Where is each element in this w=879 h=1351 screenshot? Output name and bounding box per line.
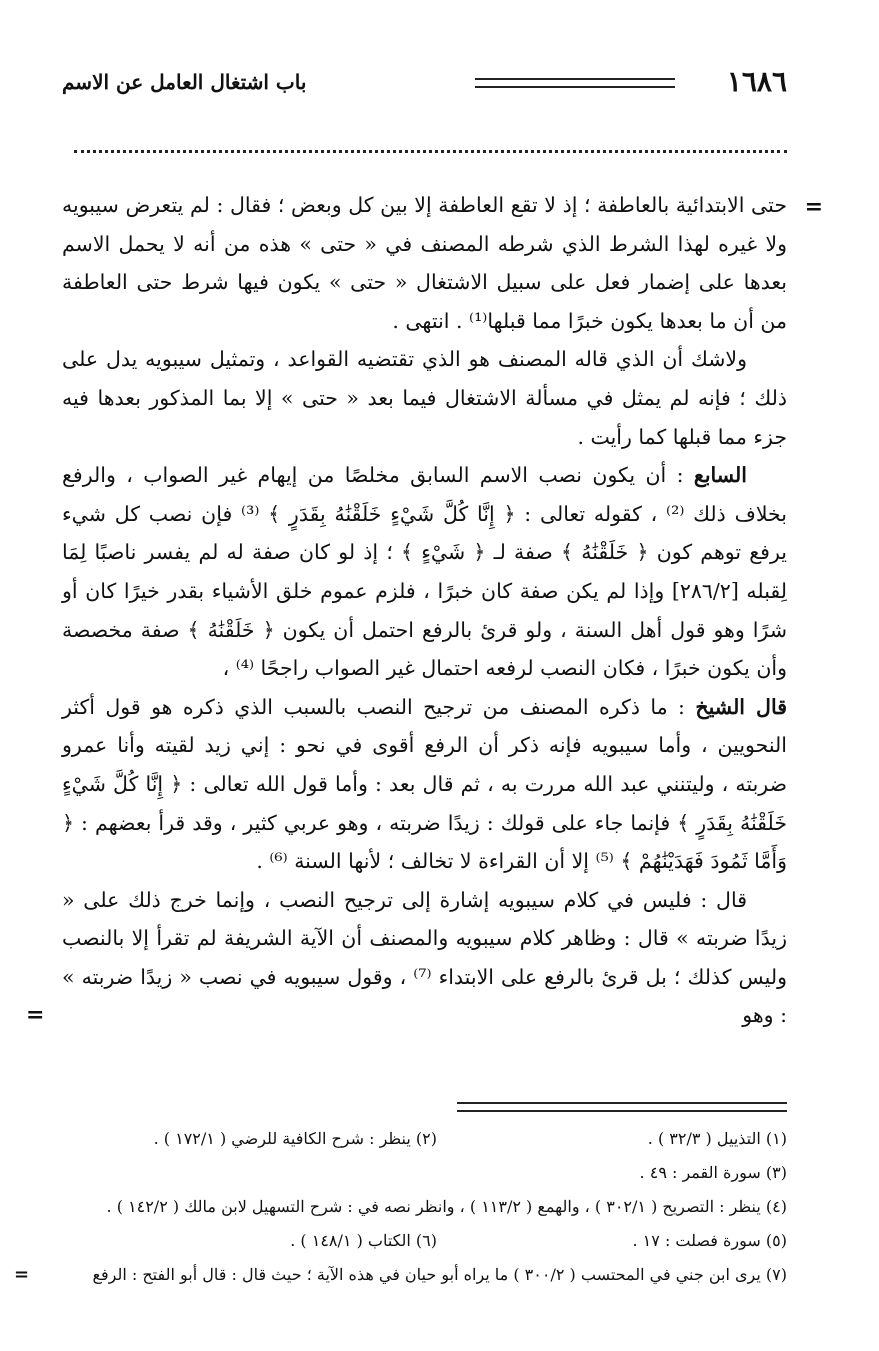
paragraph-2: ولاشك أن الذي قاله المصنف هو الذي تقتضيه القواعد ، وتمثيل سيبويه يدل على ذلك ؛ فإنه لم يمثل في مسألة الاشتغال فيما بعد « حتى » إلا بما المذكور بعدها فيه جزء مما قبلها كما رأيت . [62, 347, 787, 449]
header-rule [475, 78, 675, 88]
footnote-5: (٥) سورة فصلت : ١٧ . [632, 1231, 787, 1250]
paragraph-5-text: قال : فليس في كلام سيبويه إشارة إلى ترجيح النصب ، وإنما خرج ذلك على « زيدًا ضربته » قال : وظاهر كلام سيبويه والمصنف أن الآية الشريفة لم تقرأ إلا بالنصب وليس كذلك ؛ بل قرئ بالرفع على الابتداء ⁽⁷⁾ ، وقول سيبويه في نصب « زيدًا ضربته » : وهو [62, 887, 787, 1028]
continuation-mark-bottom: = [26, 1002, 45, 1029]
paragraph-4-text: : ما ذكره المصنف من ترجيح النصب بالسبب الذي ذكره هو قول أكثر النحويين ، وأما سيبويه فإنه ذكر أن الرفع أقوى في نحو : إني زيد لقيته وأنا عمرو ضربته ، وليتنني عبد الله مررت به ، ثم قال بعد : وأما قول الله تعالى : ﴿ إِنَّا كُلَّ شَيْءٍ خَلَقْنَٰهُ بِقَدَرٍ ﴾ فإنما جاء على قولك : زيدًا ضربته ، وهو عربي كثير ، وقد قرأ بعضهم : ﴿ وَأَمَّا ثَمُودَ فَهَدَيْنَٰهُمْ ﴾ ⁽⁵⁾ إلا أن القراءة لا تخالف ؛ لأنها السنة ⁽⁶⁾ . [62, 694, 787, 874]
book-page [14, 0, 823, 1351]
page-header [62, 62, 787, 102]
footnote-7 [14, 1258, 787, 1292]
footnote-row [62, 1122, 787, 1156]
paragraph-3-lead: السابع [693, 463, 747, 488]
footnote-2: (٢) ينظر : شرح الكافية للرضي ( ١٧٢/١ ) . [153, 1129, 437, 1148]
paragraph-4 [62, 688, 787, 881]
main-text [26, 186, 823, 1035]
paragraph-4-lead: قال الشيخ [695, 694, 787, 719]
dotted-separator [74, 136, 787, 153]
paragraph-5 [26, 881, 787, 1035]
footnote-row [62, 1224, 787, 1258]
footnote-row [62, 1156, 787, 1190]
footnote-continuation-mark: = [14, 1264, 30, 1285]
continuation-mark-top: = [804, 194, 823, 220]
paragraph-3-text: : أن يكون نصب الاسم السابق مخلصًا من إيهام غير الصواب ، والرفع بخلاف ذلك ⁽²⁾ ، كقوله تعالى : ﴿ إِنَّا كُلَّ شَيْءٍ خَلَقْنَٰهُ بِقَدَرٍ ﴾ ⁽³⁾ فإن نصب كل شيء يرفع توهم كون ﴿ خَلَقْنَٰهُ ﴾ صفة لـ ﴿ شَيْءٍ ﴾ ؛ إذ لو كان صفة له لم يفسر ناصبًا لِمَا لِقبله [٢٨٦/٢] وإذا لم يكن صفة كان خبرًا ، فلزم عموم خلق الأشياء بقدر خيرًا كان أو شرًا وهو قول أهل السنة ، ولو قرئ بالرفع احتمل أن يكون ﴿ خَلَقْنَٰهُ ﴾ صفة مخصصة وأن يكون خبرًا ، فكان النصب لرفعه احتمال غير الصواب راجحًا ⁽⁴⁾ ، [62, 463, 788, 681]
running-head: باب اشتغال العامل عن الاسم [62, 70, 307, 94]
footnote-3: (٣) سورة القمر : ٤٩ . [639, 1163, 787, 1182]
footnote-1: (١) التذييل ( ٣٢/٣ ) . [647, 1129, 787, 1148]
footnote-6: (٦) الكتاب ( ١٤٨/١ ) . [290, 1231, 437, 1250]
paragraph-3 [62, 456, 787, 688]
paragraph-1: حتى الابتدائية بالعاطفة ؛ إذ لا تقع العاطفة إلا بين كل وبعض ؛ فقال : لم يتعرض سيبويه ولا غيره لهذا الشرط الذي شرطه المصنف في « حتى » هذه من أنه لا يحمل الاسم بعدها على إضمار فعل على سبيل الاشتغال « حتى » يكون فيها شرط حتى العاطفة من أن ما بعدها يكون خبرًا مما قبلها⁽¹⁾ . انتهى . [62, 193, 787, 333]
footnotes [14, 1122, 787, 1292]
footnote-rule [457, 1102, 787, 1112]
footnote-7-text: (٧) يرى ابن جني في المحتسب ( ٣٠٠/٢ ) ما يراه أبو حيان في هذه الآية ؛ حيث قال : قال أبو الفتح : الرفع [92, 1265, 787, 1284]
footnote-4: (٤) ينظر : التصريح ( ٣٠٢/١ ) ، والهمع ( ١١٣/٢ ) ، وانظر نصه في : شرح التسهيل لابن مالك ( ١٤٢/٢ ) . [106, 1197, 787, 1216]
page-number: ١٦٨٦ [726, 65, 787, 98]
